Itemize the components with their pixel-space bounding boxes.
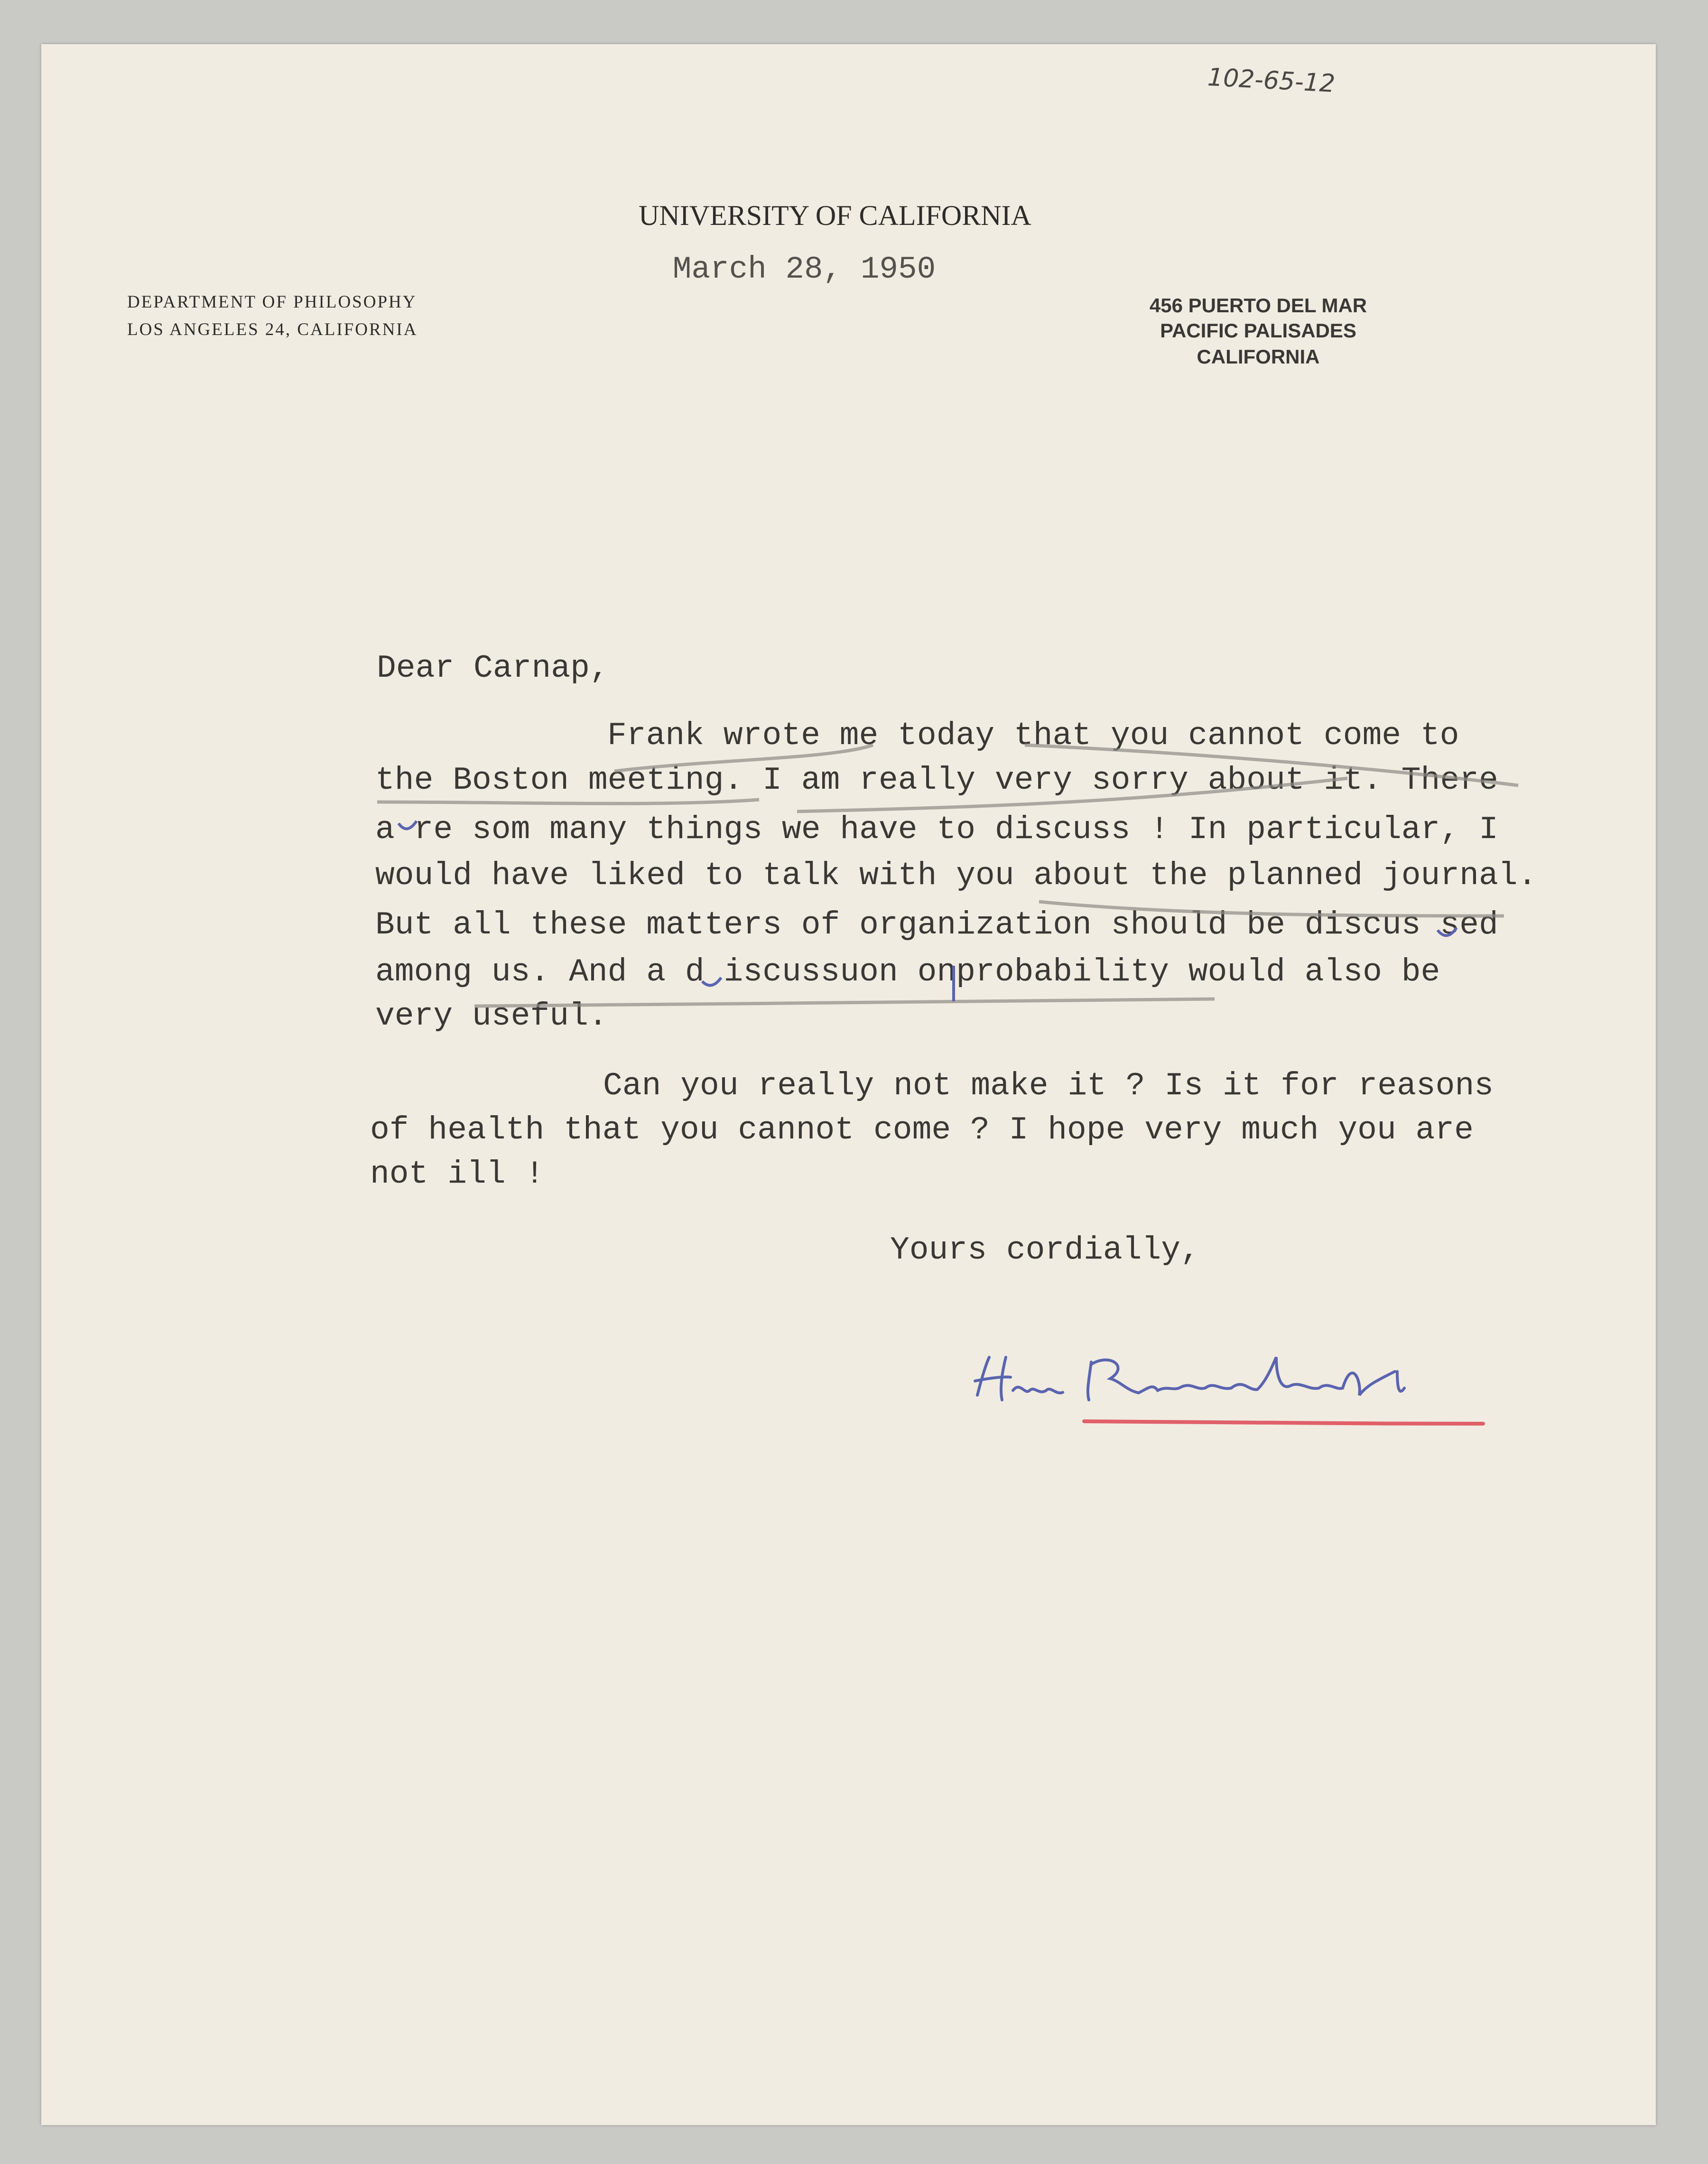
home-address-line-2: PACIFIC PALISADES <box>1160 319 1356 342</box>
body-line: not ill ! <box>370 1156 545 1193</box>
closing: Yours cordially, <box>890 1232 1200 1269</box>
body-line: would have liked to talk with you about the planned journal. <box>375 858 1537 894</box>
body-line: among us. And a d iscussuon onprobability would also be <box>375 954 1440 990</box>
body-line: very useful. <box>375 998 608 1035</box>
department-line-2: LOS ANGELES 24, CALIFORNIA <box>127 320 418 339</box>
body-line: Can you really not make it ? Is it for reasons <box>603 1068 1494 1104</box>
letter-date: March 28, 1950 <box>672 252 936 287</box>
body-line: a re som many things we have to discuss ! In particular, I <box>375 812 1498 848</box>
salutation: Dear Carnap, <box>377 650 609 687</box>
department-line-1: DEPARTMENT OF PHILOSOPHY <box>127 292 417 312</box>
home-address-line-1: 456 PUERTO DEL MAR <box>1149 294 1367 317</box>
home-address-line-3: CALIFORNIA <box>1197 345 1320 368</box>
body-line: Frank wrote me today that you cannot come to <box>607 718 1459 754</box>
body-line: the Boston meeting. I am really very sorry about it. There <box>375 762 1498 799</box>
archive-number: 102-65-12 <box>1207 63 1336 99</box>
body-line: of health that you cannot come ? I hope very much you are <box>370 1112 1474 1148</box>
signature <box>968 1343 1499 1433</box>
body-line: But all these matters of organization should be discus sed <box>375 907 1498 943</box>
institution-name: UNIVERSITY OF CALIFORNIA <box>639 200 1031 231</box>
